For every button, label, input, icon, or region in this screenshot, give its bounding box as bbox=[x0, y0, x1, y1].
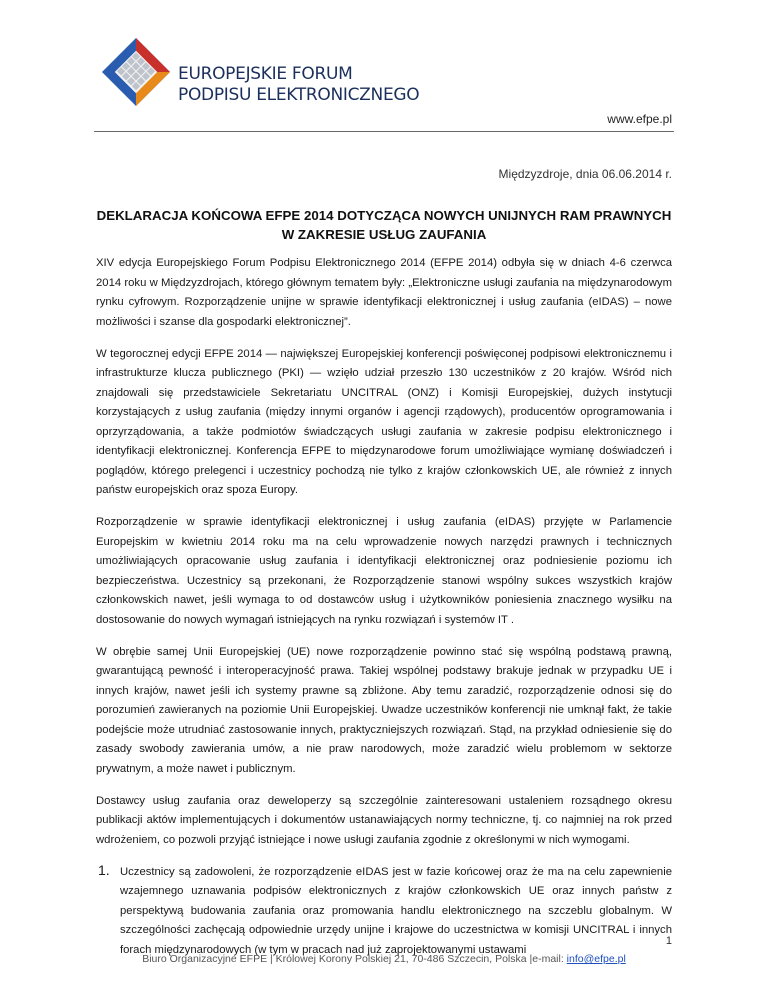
footer-text: Biuro Organizacyjne EFPE | Królowej Korony Polskiej 21, 70-486 Szczecin, Polska |e-mail: bbox=[142, 953, 567, 965]
page-footer bbox=[96, 953, 672, 965]
list-item-text: Uczestnicy są zadowoleni, że rozporządzenie eIDAS jest w fazie końcowej oraz że ma na celu zapewnienie wzajemnego uznawania podpisów elektronicznych z krajów członkowskich UE oraz innych państw z perspektywą budowania zaufania oraz promowania handlu elektronicznego na szczeblu globalnym. W szczególności zachęcają odpowiednie urzędy unijne i krajowe do uczestnictwa w komisji UNCITRAL i innych forach międzynarodowych (w tym w pracach nad już zaprojektowanymi ustawami bbox=[120, 865, 672, 956]
paragraph: W tegorocznej edycji EFPE 2014 — największej Europejskiej konferencji poświęconej podpisowi elektronicznemu i infrastrukturze klucza publicznego (PKI) — wzięło udział przeszło 130 uczestników z 20 krajów. Wśród nich znajdowali się przedstawiciele Sekretariatu UNCITRAL (ONZ) i Komisji Europejskiej, dużych instytucji korzystających z usług zaufania (między innymi organów i agencji rządowych), producentów oprogramowania i oprzyrządowania, a także podmiotów świadczących usługi zaufania w zakresie podpisu elektronicznego i identyfikacji elektronicznej. Konferencja EFPE to międzynarodowe forum umożliwiające wymianę doświadczeń i poglądów, którego prelegenci i uczestnicy pochodzą nie tylko z krajów członkowskich UE, ale również z innych państw europejskich oraz spoza Europy. bbox=[96, 347, 672, 496]
document-title: DEKLARACJA KOŃCOWA EFPE 2014 DOTYCZĄCA NOWYCH UNIJNYCH RAM PRAWNYCH W ZAKRESIE USŁUG ZAUFANIA bbox=[96, 208, 672, 242]
dateline: Międzyzdroje, dnia 06.06.2014 r. bbox=[498, 167, 672, 181]
paragraph: Dostawcy usług zaufania oraz deweloperzy są szczególnie zainteresowani ustaleniem rozsądnego okresu publikacji aktów implementujących i dokumentów ustanawiających normy techniczne, tj. co najmniej na rok przed wdrożeniem, co pozwoli przyjąć istniejące i nowe usługi zaufania zgodnie z określonymi w nich wymogami. bbox=[96, 794, 672, 846]
logo-wordmark bbox=[178, 64, 419, 106]
website-link[interactable]: www.efpe.pl bbox=[607, 112, 672, 126]
document-body bbox=[96, 254, 672, 960]
logo-line-2: PODPISU ELEKTRONICZNEGO bbox=[178, 85, 420, 105]
paragraph: Rozporządzenie w sprawie identyfikacji elektronicznej i usług zaufania (eIDAS) przyjęte w Parlamencie Europejskim w kwietniu 2014 roku ma na celu wprowadzenie nowych narzędzi prawnych i technicznych umożliwiających opracowanie usług zaufania i identyfikacji elektronicznej oraz podniesienie poziomu ich bezpieczeństwa. Uczestnicy są przekonani, że Rozporządzenie stanowi wspólny sukces wszystkich krajów członkowskich nawet, jeśli wymaga to od dostawców usług i użytkowników poniesienia znacznego wysiłku na dostosowanie do nowych wymagań istniejących na rynku rozwiązań i systemów IT . bbox=[96, 516, 672, 626]
footer-email-link[interactable]: info@efpe.pl bbox=[566, 953, 626, 965]
list-number: 1. bbox=[98, 861, 110, 878]
page-number: 1 bbox=[665, 935, 672, 947]
numbered-list-item bbox=[96, 863, 672, 961]
logo-line-1: EUROPEJSKIE FORUM bbox=[178, 64, 353, 84]
header-divider bbox=[94, 131, 674, 132]
paragraph: XIV edycja Europejskiego Forum Podpisu Elektronicznego 2014 (EFPE 2014) odbyła się w dniach 4-6 czerwca 2014 roku w Międzyzdrojach, którego głównym tematem były: „Elektroniczne usługi zaufania na międzynarodowym rynku cyfrowym. Rozporządzenie unijne w sprawie identyfikacji elektronicznej i usług zaufania (eIDAS) – nowe możliwości i szanse dla gospodarki elektronicznej”. bbox=[96, 257, 672, 328]
logo-mark-icon bbox=[96, 32, 186, 122]
paragraph: W obrębie samej Unii Europejskiej (UE) nowe rozporządzenie powinno stać się wspólną podstawą prawną, gwarantującą pewność i interoperacyjność prawa. Takiej wspólnej podstawy brakuje jednak w przypadku UE i innych krajów, nawet jeśli ich systemy prawne są zbliżone. Aby temu zaradzić, rozporządzenie odnosi się do porozumień zawieranych na poziomie Unii Europejskiej. Uwadze uczestników konferencji nie umknął fakt, że takie podejście może utrudniać zastosowanie innych, praktyczniejszych rozwiązań. Stąd, na przykład odniesienie się do zasady swobody zawierania umów, a nie praw narodowych, może zaradzić wielu problemom w sektorze prywatnym, a może nawet i publicznym. bbox=[96, 645, 672, 775]
